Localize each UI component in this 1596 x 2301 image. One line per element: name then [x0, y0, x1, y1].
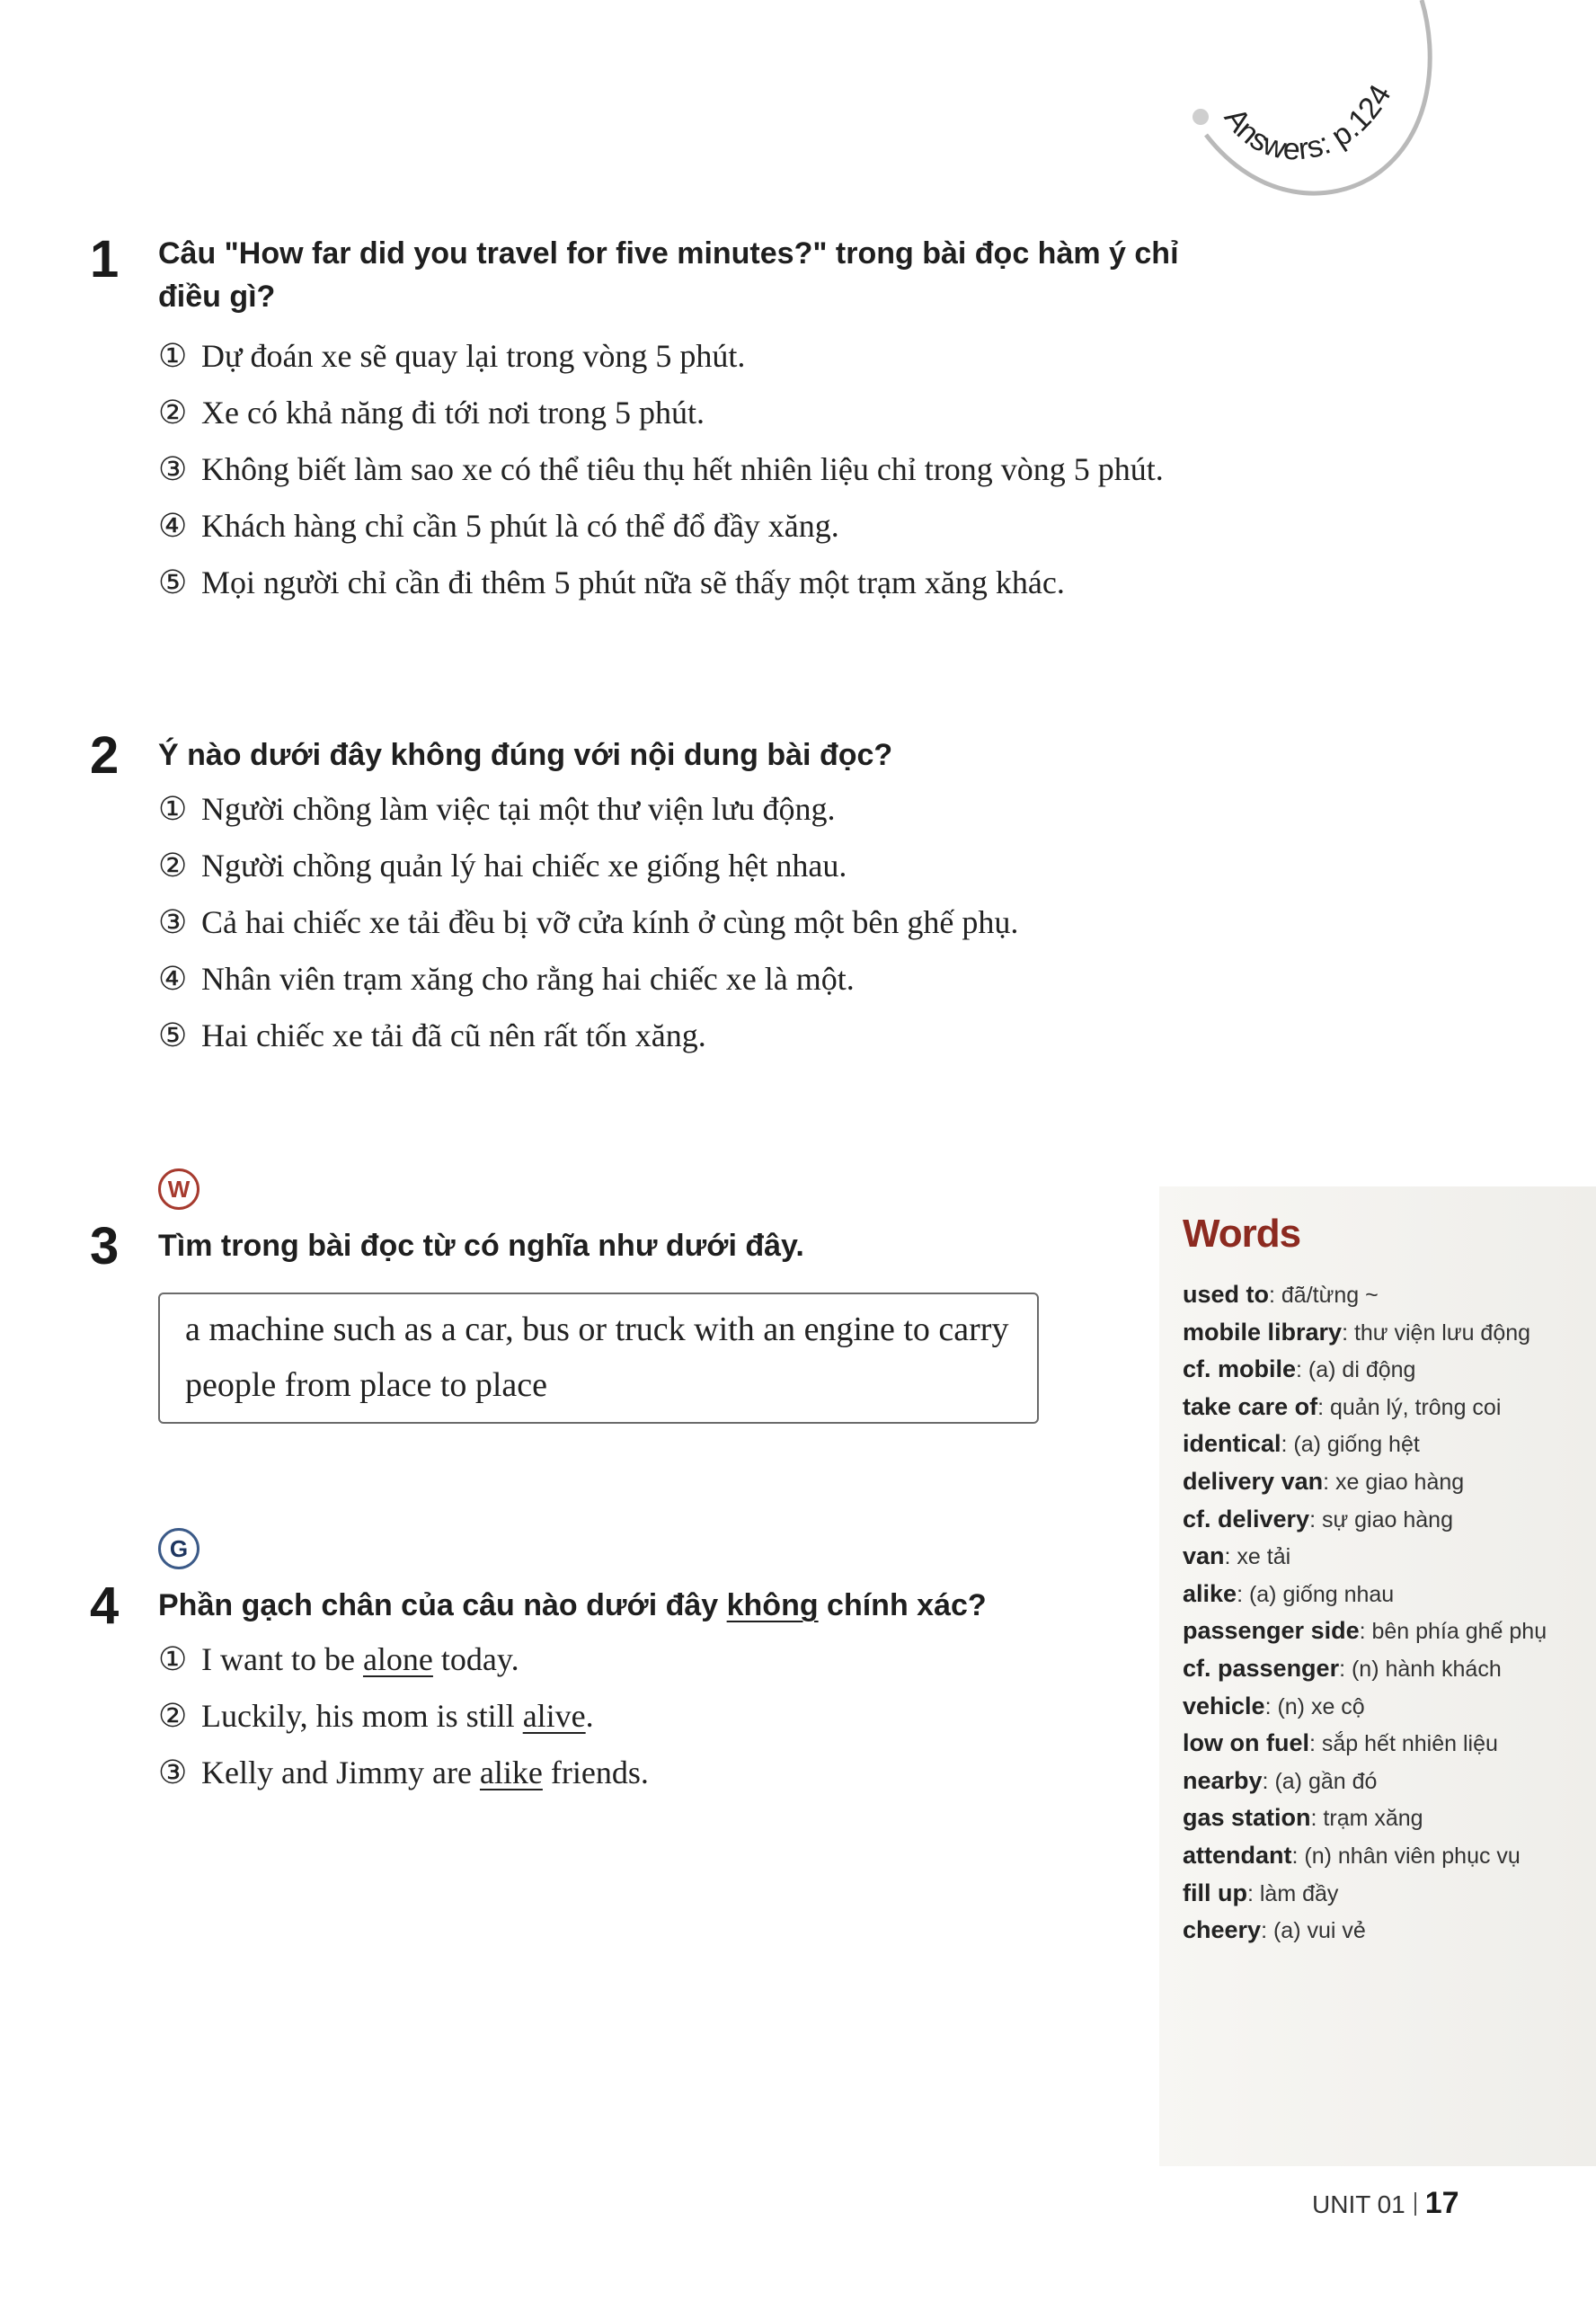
option: ④ Nhân viên trạm xăng cho rằng hai chiếc xe là một. [158, 961, 855, 997]
word-entry: cf. mobile: (a) di động [1183, 1355, 1416, 1383]
word-entry: alike: (a) giống nhau [1183, 1579, 1395, 1607]
question-number: 1 [90, 230, 120, 289]
word-entry: cf. delivery: sự giao hàng [1183, 1505, 1453, 1533]
option-list [158, 784, 1219, 1067]
question-number: 2 [90, 726, 120, 785]
word-entry: nearby: (a) gần đó [1183, 1766, 1378, 1794]
word-entry: low on fuel: sắp hết nhiên liệu [1183, 1729, 1498, 1757]
unit-label: UNIT 01 [1312, 2190, 1405, 2218]
answers-tab-label: Answers: p.124 [1217, 78, 1398, 167]
word-entry: mobile library: thư viện lưu động [1183, 1318, 1531, 1346]
option: ① Dự đoán xe sẽ quay lại trong vòng 5 phút. [158, 338, 746, 374]
word-entry: attendant: (n) nhân viên phục vụ [1183, 1841, 1521, 1869]
word-entry: delivery van: xe giao hàng [1183, 1467, 1465, 1495]
option: ③ Cả hai chiếc xe tải đều bị vỡ cửa kính ở cùng một bên ghế phụ. [158, 904, 1019, 940]
word-entry: gas station: trạm xăng [1183, 1804, 1423, 1832]
footer-divider [1414, 2192, 1416, 2216]
answers-tab [1168, 0, 1438, 207]
word-entry: take care of: quản lý, trông coi [1183, 1392, 1502, 1420]
page-footer [1312, 2186, 1459, 2221]
underlined-word: không [726, 1588, 819, 1622]
words-title: Words [1183, 1212, 1301, 1256]
question-text: Ý nào dưới đây không đúng với nội dung bài đọc? [158, 738, 893, 772]
option: ③ Kelly and Jimmy are alike friends. [158, 1755, 649, 1790]
word-entry: vehicle: (n) xe cộ [1183, 1692, 1365, 1719]
word-entry: passenger side: bên phía ghế phụ [1183, 1617, 1547, 1645]
option: ① Người chồng làm việc tại một thư viện lưu động. [158, 791, 836, 827]
option-list [158, 1634, 1219, 1804]
word-entry: van: xe tải [1183, 1542, 1291, 1570]
question-number: 3 [90, 1217, 120, 1275]
option: ③ Không biết làm sao xe có thể tiêu thụ hết nhiên liệu chỉ trong vòng 5 phút. [158, 451, 1164, 487]
question-text: Tìm trong bài đọc từ có nghĩa như dưới đây. [158, 1229, 804, 1263]
question-number: 4 [90, 1577, 120, 1635]
grammar-badge-icon: G [158, 1528, 200, 1569]
option: ② Xe có khả năng đi tới nơi trong 5 phút. [158, 395, 705, 431]
option: ④ Khách hàng chỉ cần 5 phút là có thể đổ đầy xăng. [158, 508, 839, 544]
option: ① I want to be alone today. [158, 1641, 519, 1677]
word-entry: fill up: làm đầy [1183, 1879, 1339, 1906]
vocabulary-badge-icon: W [158, 1168, 200, 1210]
word-entry: used to: đã/từng ~ [1183, 1281, 1379, 1308]
option-list [158, 331, 1219, 614]
words-list [1183, 1276, 1578, 1950]
word-entry: cheery: (a) vui vẻ [1183, 1916, 1366, 1944]
word-entry: identical: (a) giống hệt [1183, 1430, 1420, 1458]
word-entry: cf. passenger: (n) hành khách [1183, 1654, 1502, 1682]
question-text: Câu "How far did you travel for five minutes?" trong bài đọc hàm ý chỉ điều gì? [158, 236, 1179, 314]
definition-box: a machine such as a car, bus or truck with an engine to carry people from place to place [158, 1293, 1039, 1424]
option: ⑤ Hai chiếc xe tải đã cũ nên rất tốn xăng. [158, 1017, 706, 1053]
option: ⑤ Mọi người chỉ cần đi thêm 5 phút nữa sẽ thấy một trạm xăng khác. [158, 564, 1065, 600]
option: ② Luckily, his mom is still alive. [158, 1698, 594, 1734]
question-text: Phần gạch chân của câu nào dưới đây không chính xác? [158, 1588, 987, 1622]
option: ② Người chồng quản lý hai chiếc xe giống hệt nhau. [158, 848, 847, 884]
page-number: 17 [1424, 2186, 1459, 2220]
